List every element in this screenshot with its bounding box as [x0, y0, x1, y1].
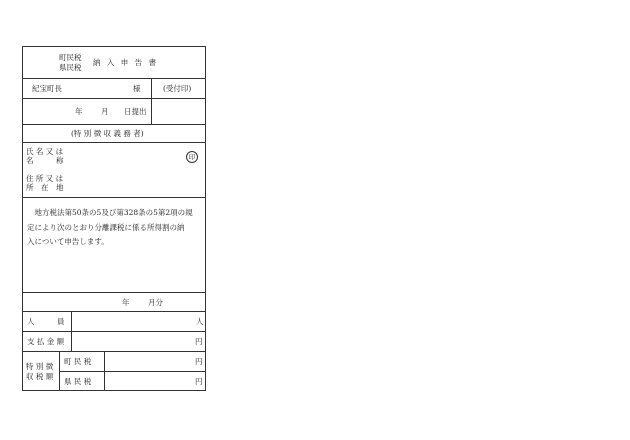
special-collection-block: [23, 352, 205, 390]
pref-tax-unit: 円: [195, 377, 203, 386]
addressee-name: 紀宝町長: [32, 84, 62, 93]
addressee-honorific: 様: [133, 84, 141, 93]
stamp-divider: [151, 79, 152, 99]
statement-line: 地方税法第50条の5及び第328条の5第2項の規: [27, 208, 193, 217]
address-label-1: 住 所 又 は: [26, 174, 64, 183]
statement-line: 定により次のとおり分離課税に係る所得割の納: [27, 222, 185, 232]
name-label-2: 名 称: [26, 156, 64, 165]
applicant-row: [23, 143, 205, 198]
seal-mark: 印: [186, 151, 198, 163]
special-label-1: 特 別 徴: [26, 362, 54, 371]
period-year: 年: [122, 298, 130, 307]
date-stamp-divider: [151, 99, 152, 125]
town-tax-label: 町 民 税: [64, 357, 92, 366]
payment-unit: 円: [195, 337, 203, 346]
address-label-2: 所 在 地: [26, 183, 64, 192]
section-label: (特 別 徴 収 義 務 者): [71, 129, 144, 138]
persons-row: [23, 312, 205, 332]
payment-divider: [71, 332, 72, 352]
period-month: 月分: [148, 298, 163, 307]
special-label-2: 収 税 額: [26, 372, 54, 381]
receipt-stamp-label: (受付印): [163, 84, 192, 93]
special-value-divider: [104, 352, 105, 390]
payment-row: [23, 332, 205, 352]
tax-declaration-form: [22, 46, 206, 391]
persons-divider: [71, 312, 72, 332]
statement-text: [27, 206, 201, 250]
date-month: 月: [101, 107, 109, 116]
date-submitted: 日提出: [124, 107, 147, 116]
form-title: 納 入 申 告 書: [93, 58, 159, 67]
submission-date-row: [23, 99, 205, 125]
payment-label: 支 払 金 額: [27, 337, 65, 346]
date-year: 年: [75, 107, 83, 116]
tax-type-town: 町民税: [59, 53, 82, 62]
withholder-section-row: [23, 125, 205, 143]
form-header: [23, 47, 205, 79]
persons-unit: 人: [196, 317, 204, 326]
tax-type-prefecture: 県民税: [59, 63, 82, 72]
pref-tax-label: 県 民 税: [64, 377, 92, 386]
town-tax-unit: 円: [195, 357, 203, 366]
special-mid-line: [59, 371, 205, 372]
statement-row: [23, 198, 205, 293]
statement-line: 入について申告します。: [27, 237, 109, 246]
addressee-row: [23, 79, 205, 99]
name-label-1: 氏 名 又 は: [26, 147, 64, 156]
period-row: [23, 293, 205, 312]
persons-label: 人 員: [27, 317, 65, 326]
